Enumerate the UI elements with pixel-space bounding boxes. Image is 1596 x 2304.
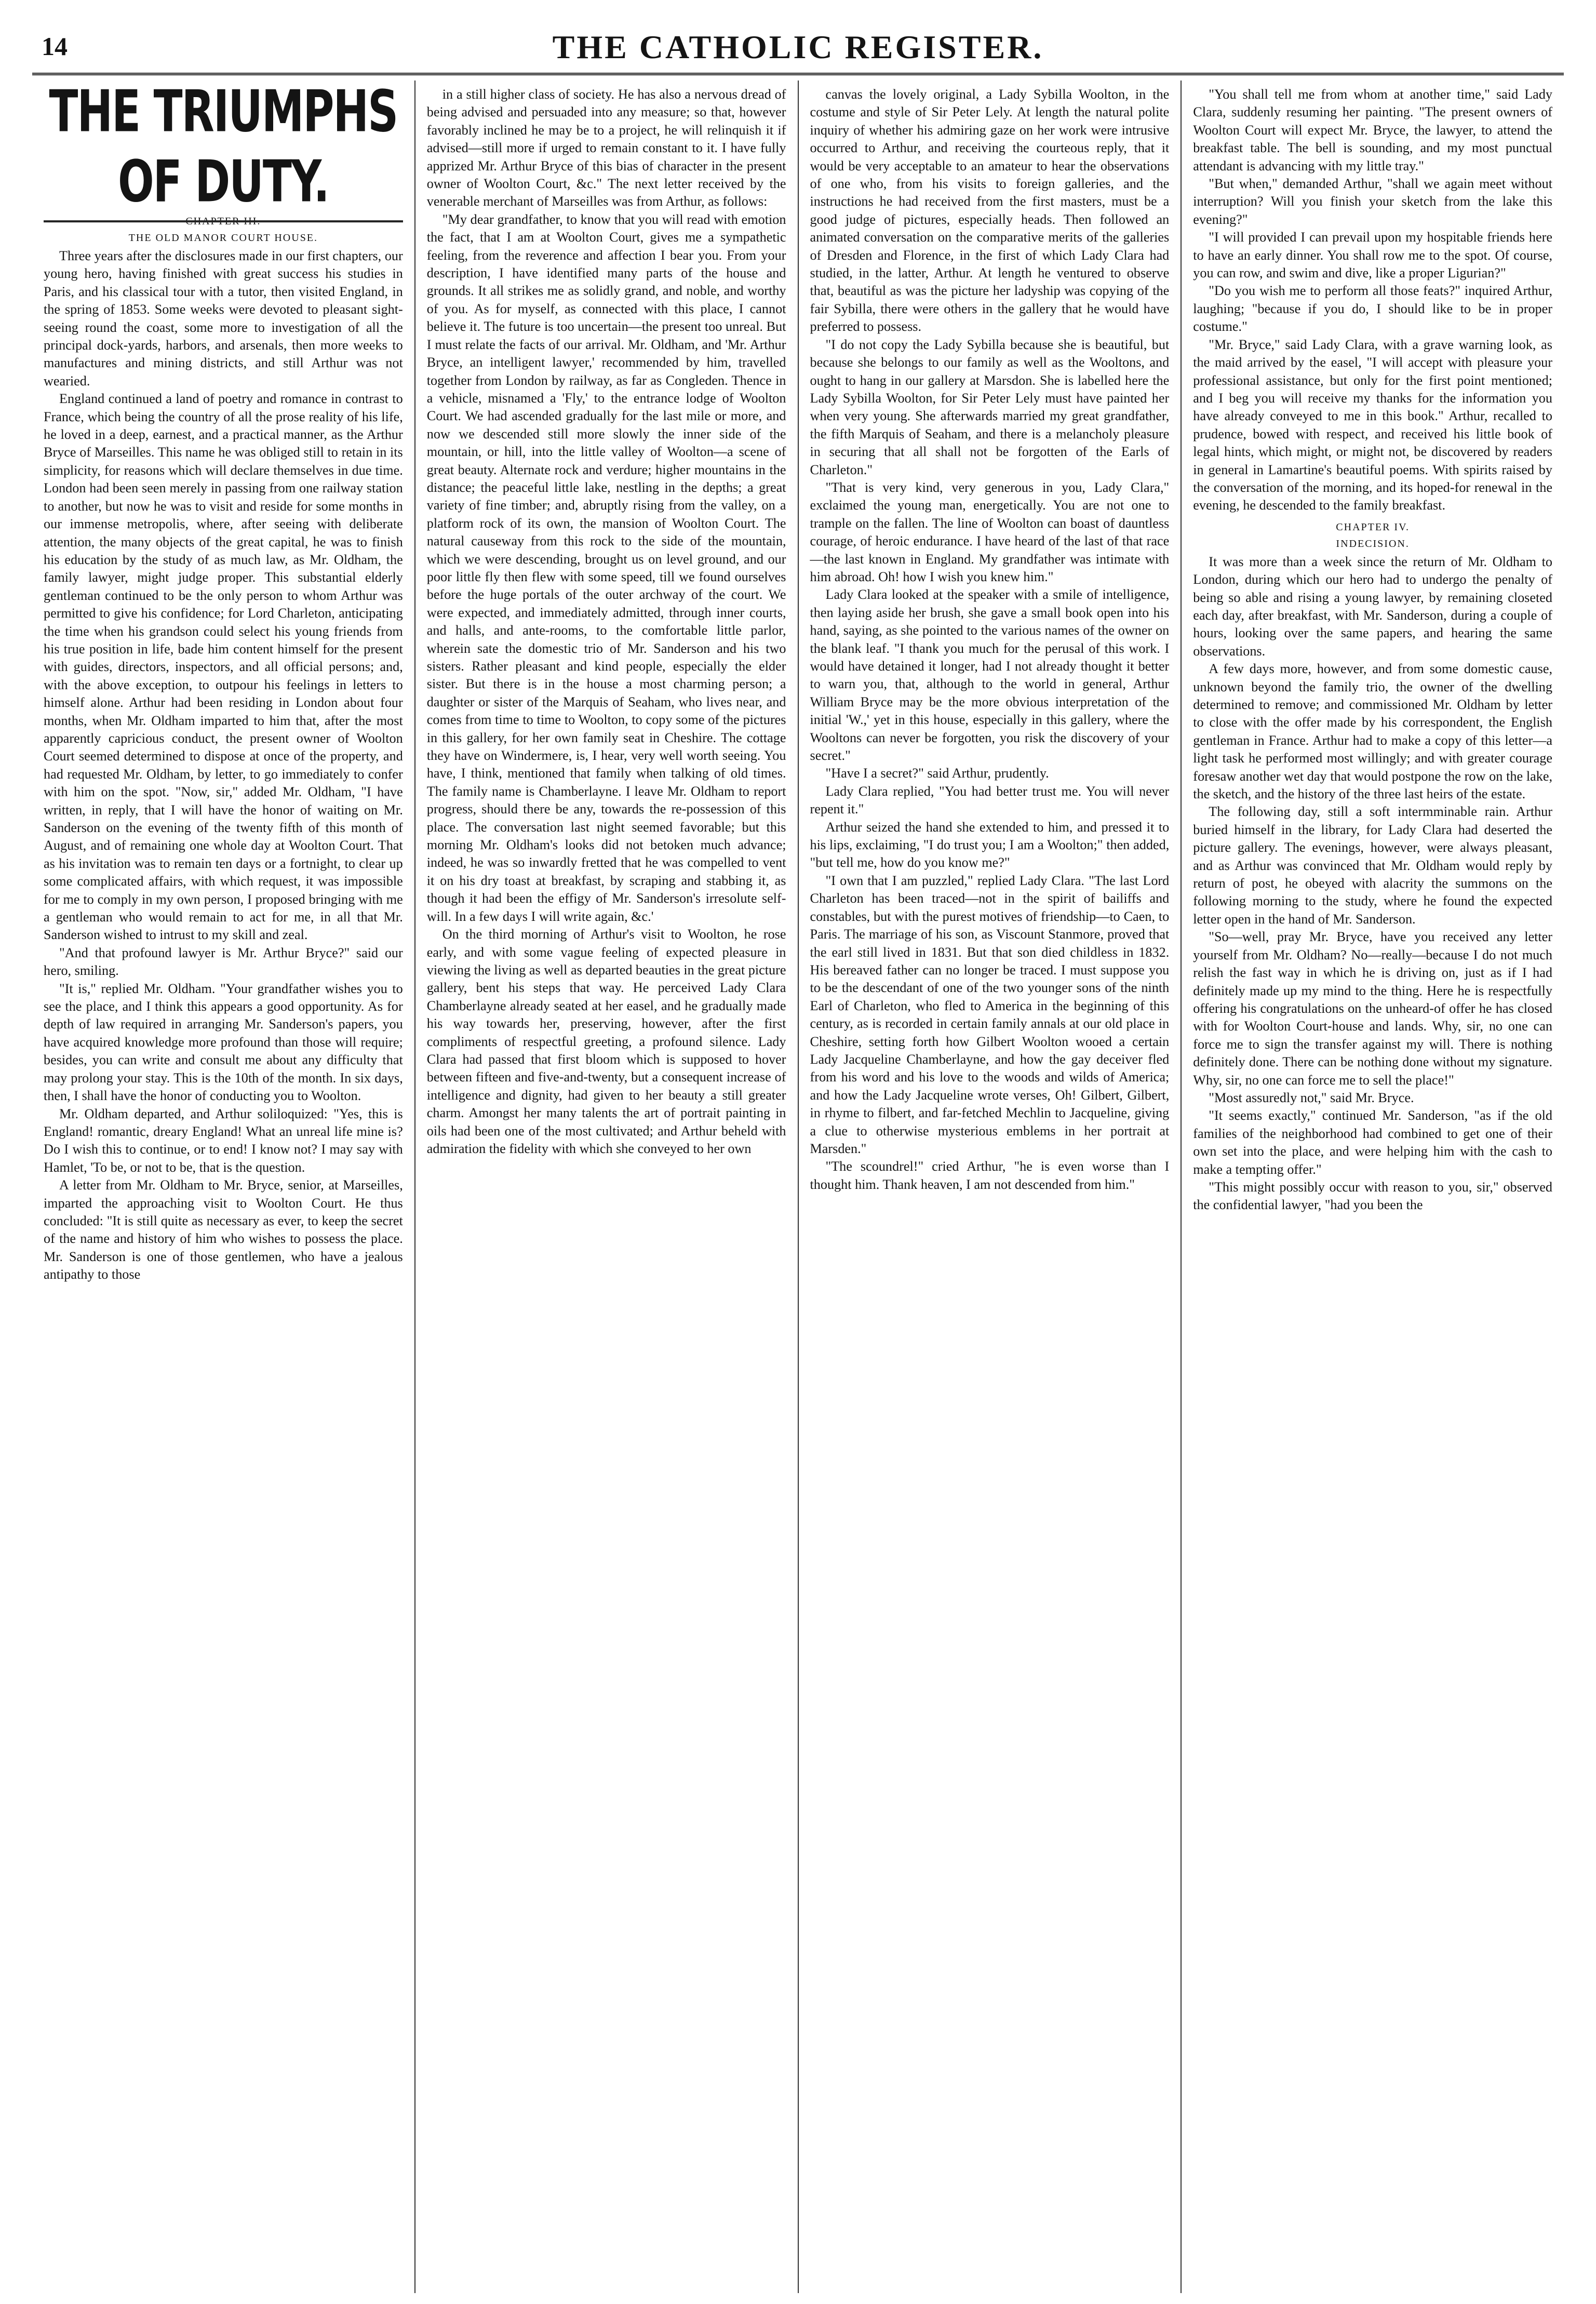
paragraph: in a still higher class of society. He has also a nervous dread of being advised and persuaded into any measure; so that, however favorably inclined he may be to a project, he will relinquish it if advised—still more if urged to remain constant to it. I have fully apprized Mr. Arthur Bryce of this bias of character in the present owner of Woolton Court, &c." The next letter received by the venerable merchant of Marseilles was from Arthur, as follows: <box>426 87 786 209</box>
paragraph: "That is very kind, very generous in you, Lady Clara," exclaimed the young man, energetically. You are not one to trample on the fallen. The line of Woolton can boast of dauntless courage, of heroic endurance. I have heard of the last of that race—the last known in England. My grandfather was intimate with him abroad. Oh! how I wish you knew him." <box>810 479 1170 584</box>
chapter-4-heading: CHAPTER IV. <box>1336 521 1410 533</box>
chapter-3-heading: CHAPTER III. <box>185 216 261 227</box>
paragraph: Three years after the disclosures made in our first chapters, our young hero, having finished with great success his studies in Paris, and his classical tour with a tutor, then visited England, in the spring of 1853. Some weeks were devoted to pleasant sight-seeing round the coast, some more to investigation of all the principal dock-yards, harbors, and arsenals, then more weeks to manufactures and mining districts, and still Arthur was not wearied. <box>44 248 403 389</box>
paragraph: canvas the lovely original, a Lady Sybilla Woolton, in the costume and style of Sir Peter Lely. At length the natural polite inquiry of whether his admiring gaze on her work were intrusive occurred to Arthur, and receiving the courteous reply, that it would be very acceptable to an amateur to hear the observations of one who, from his visits to foreign galleries, and the instructions he had received from the first masters, must be a good judge of pictures, especially heads. Then followed an animated conversation on the comparative merits of the galleries of Dresden and Florence, in the first of which Lady Clara had studied, in the latter, Arthur. At length he ventured to observe that, beautiful as was the picture her ladyship was copying of the fair Sybilla, there were others in the gallery that he would have preferred to possess. <box>810 87 1170 334</box>
paragraph: "I own that I am puzzled," replied Lady Clara. "The last Lord Charleton has been traced—not in the spirit of bailiffs and constables, but with the purest motives of friendship—to Caen, to Paris. The marriage of his son, as Viscount Stanmore, proved that the earl still lived in 1831. But that son died childless in 1832. His bereaved father can no longer be traced. I must suppose you to be the descendant of one of the two younger sons of the ninth Earl of Charleton, who fled to America in the beginning of this century, as is recorded in certain family annals at our old place in Cheshire, setting forth how Gilbert Woolton wooed a certain Lady Jacqueline Chamberlayne, and how the gay deceiver fled from his word and his love to the woods and wilds of America; and how the Lady Jacqueline wrote verses, Oh! Gilbert, Gilbert, in rhyme to filbert, and far-fetched Mechlin to Jacqueline, giving a clue to otherwise mysterious emblems in her portrait at Marsden." <box>810 873 1170 1156</box>
paragraph: England continued a land of poetry and romance in contrast to France, which being the country of all the prose reality of his life, he loved in a deep, earnest, and a practical manner, as the Arthur Bryce of Marseilles. This name he was obliged still to retain in its simplicity, for reasons which will declare themselves in due time. London had been seen merely in passing from one railway station to another, but now he was to visit and reside for some months in our immense metropolis, where, after seeing with deliberate attention, the many objects of the great capital, he was to finish his education by the study of as much law, as Mr. Oldham, the family lawyer, might judge proper. This substantial elderly gentleman continued to be the only person to whom Arthur was permitted to give his confidence; for Lord Charleton, anticipating the time when his grandson could select his young friends from his true position in life, bade him content himself for the present with guides, directors, inspectors, and all official persons; and, with the above exception, to outpour his feelings in letters to himself alone. Arthur had been residing in London about four months, when Mr. Oldham imparted to him that, after the most apparently capricious conduct, the present owner of Woolton Court seemed determined to dispose at once of the property, and had requested Mr. Oldham, by letter, to go immediately to confer with him on the spot. "Now, sir," added Mr. Oldham, "I have written, in reply, that I will have the honor of waiting on Mr. Sanderson on the evening of the twenty fifth of this month of August, and of remaining one whole day at Woolton Court. That as his invitation was to remain ten days or a fortnight, to clear up some complicated affairs, with which request, it was impossible for me to comply in my own person, I proposed bringing with me a gentleman who would remain to act for me, in all that Mr. Sanderson wished to intrust to my skill and zeal. <box>44 391 403 943</box>
paragraph: "I will provided I can prevail upon my hospitable friends here to have an early dinner. You shall row me to the spot. Of course, you can row, and swim and dive, like a proper Ligurian?" <box>1193 230 1552 281</box>
masthead <box>32 21 1564 75</box>
story-title: THE TRIUMPHS OF DUTY. <box>44 81 403 222</box>
paragraph: Lady Clara looked at the speaker with a smile of intelligence, then laying aside her brush, she gave a small book open into his hand, saying, as she pointed to the various names of the owner on the blank leaf. "I thank you much for the perusal of this work. I would have detained it longer, had I not already thought it better to warn you, that, although to the world in general, Arthur William Bryce may be the more obvious interpretation of the initial 'W.,' yet in this house, especially in this gallery, where the Wooltons can never be forgotten, you risk the discovery of your secret." <box>810 587 1170 763</box>
chapter-4-subtitle: INDECISION. <box>1336 538 1410 550</box>
paragraph: "But when," demanded Arthur, "shall we again meet without interruption? Will you finish your sketch from the lake this evening?" <box>1193 176 1552 227</box>
chapter-3-subtitle: THE OLD MANOR COURT HOUSE. <box>128 232 318 244</box>
paragraph: "Mr. Bryce," said Lady Clara, with a grave warning look, as the maid arrived by the easel, "I will accept with pleasure your professional assistance, but only for the first point mentioned; and I beg you will receive my thanks for the information you have already conveyed to me in this book." Arthur, recalled to prudence, bowed with respect, and received his little book of legal hints, which might, or might not, be discovered by readers in general in Lamartine's beautiful poems. With spirits raised by the conversation of the morning, and its hoped-for renewal in the evening, he descended to the family breakfast. <box>1193 337 1552 513</box>
paragraph: A few days more, however, and from some domestic cause, unknown beyond the family trio, the owner of the dwelling determined to remove; and commissioned Mr. Oldham by letter to close with the offer made by his correspondent, the English gentleman in France. Arthur had to make a copy of this letter—a light task he performed most willingly; and with greater courage foresaw another wet day that would postpone the row on the lake, the sketch, and the history of the three last heirs of the estate. <box>1193 661 1552 802</box>
paragraph: Lady Clara replied, "You had better trust me. You will never repent it." <box>810 783 1170 817</box>
paragraph: "It seems exactly," continued Mr. Sanderson, "as if the old families of the neighborhood had combined to get one of their own set into the place, and were helping him with the cash to make a tempting offer." <box>1193 1108 1552 1177</box>
paragraph: "So—well, pray Mr. Bryce, have you received any letter yourself from Mr. Oldham? No—really—because I do not much relish the fast way in which he is driving on, just as if I had definitely made up my mind to the thing. Here he is respectfully offering his congratulations on the unheard-of offer he has closed with for Woolton Court-house and lands. Why, sir, no one can force me to sign the transfer against my will. There is nothing definitely done. There can be nothing done without my signature. Why, sir, no one can force me to sell the place!" <box>1193 929 1552 1088</box>
paragraph: "Have I a secret?" said Arthur, prudently. <box>825 766 1049 781</box>
column-3 <box>799 81 1182 2293</box>
page-number: 14 <box>42 32 68 61</box>
article-columns <box>32 81 1564 2293</box>
newspaper-title: THE CATHOLIC REGISTER. <box>552 29 1044 65</box>
paragraph: "And that profound lawyer is Mr. Arthur Bryce?" said our hero, smiling. <box>44 945 403 979</box>
paragraph: "This might possibly occur with reason to you, sir," observed the confidential lawyer, "had you been the <box>1193 1179 1552 1213</box>
paragraph: On the third morning of Arthur's visit to Woolton, he rose early, and with some vague feeling of expected pleasure in viewing the living as well as departed beauties in the great picture gallery, bent his steps that way. He perceived Lady Clara Chamberlayne already seated at her easel, and he gradually made his way towards her, preserving, however, after the first compliments of respectful greeting, a profound silence. Lady Clara had passed that first bloom which is supposed to hover between fifteen and five-and-twenty, but a consequent increase of intelligence and dignity, had given to her beauty a still greater charm. Amongst her many talents the art of portrait painting in oils had been one of the most cultivated; and Arthur beheld with admiration the fidelity with which she conveyed to her own <box>426 927 786 1156</box>
paragraph: "Most assuredly not," said Mr. Bryce. <box>1209 1090 1414 1105</box>
paragraph: "Do you wish me to perform all those feats?" inquired Arthur, laughing; "because if you do, I should like to be in proper costume." <box>1193 283 1552 334</box>
column-4 <box>1182 81 1564 2293</box>
paragraph: "The scoundrel!" cried Arthur, "he is even worse than I thought him. Thank heaven, I am not descended from him." <box>810 1159 1170 1192</box>
paragraph: "My dear grandfather, to know that you will read with emotion the fact, that I am at Woolton Court, gives me a sympathetic feeling, from the reverence and affection I bear you. From your description, I have identified many parts of the house and grounds. It all strikes me as solidly grand, and noble, and worthy of you. As for myself, as connected with this place, I cannot believe it. The future is too uncertain—the present too unreal. But I must relate the facts of our arrival. Mr. Oldham, and 'Mr. Arthur Bryce, an intelligent lawyer,' recommended by him, travelled together from London by railway, as far as Congleden. Thence in a vehicle, misnamed a 'Fly,' to the entrance lodge of Woolton Court. We had ascended gradually for the last mile or more, and now we descended still more slowly the inner side of the mountain, or hill, into the little valley of Woolton—a scene of great beauty. Alternate rock and verdure; higher mountains in the distance; the peaceful little lake, nestling in the depths; a great variety of fine timber; and, abruptly rising from the valley, on a platform rock of its own, the mansion of Woolton Court. The natural causeway from this rock to the side of the mountain, which we were descending, brought us on level ground, and our poor little fly then flew with some speed, till we found ourselves before the huge portals of the outer archway of the court. We were expected, and immediately admitted, through inner courts, and halls, and ante-rooms, to the comfortable little parlor, wherein sate the domestic trio of Mr. Sanderson and his two sisters. Rather pleasant and kind people, especially the elder sister. But there is in the house a most charming person; a daughter or sister of the Marquis of Seaham, who lives near, and comes from time to time to Woolton, to copy some of the pictures in this gallery, for her own family seat in Cheshire. The cottage they have on Windermere, is, I hear, very well worth seeing. You have, I think, mentioned that family when talking of old times. The family name is Chamberlayne. I leave Mr. Oldham to report progress, should there be any, towards the re-possession of this place. The conversation last night seemed favorable; but this morning Mr. Oldham's looks did not betoken much advance; indeed, he was so inwardly fretted that he was compelled to vent it on his dry toast at breakfast, by scraping and stabbing it, as though it had been the effigy of Mr. Sanderson's irresolute self-will. In a few days I will write again, &c.' <box>426 211 786 924</box>
paragraph: The following day, still a soft intermminable rain. Arthur buried himself in the library, for Lady Clara had deserted the picture gallery. The evenings, however, were always pleasant, and as Arthur was convinced that Mr. Oldham would reply by return of post, he obeyed with alacrity the summons on the following morning to the study, where he found the expected letter open in the hand of Mr. Sanderson. <box>1193 804 1552 927</box>
paragraph: Mr. Oldham departed, and Arthur soliloquized: "Yes, this is England! romantic, dreary England! What an unreal life mine is? Do I wish this to continue, or to end! I know not? I may say with Hamlet, 'To be, or not to be, that is the question. <box>44 1106 403 1175</box>
column-1 <box>32 81 415 2293</box>
paragraph: Arthur seized the hand she extended to him, and pressed it to his lips, exclaiming, "I do trust you; I am a Woolton;" then added, "but tell me, how do you know me?" <box>810 819 1170 870</box>
paragraph: A letter from Mr. Oldham to Mr. Bryce, senior, at Marseilles, imparted the approaching visit to Woolton Court. He thus concluded: "It is still quite as necessary as ever, to keep the secret of the name and history of him who wishes to possess the place. Mr. Sanderson is one of those gentlemen, who have a jealous antipathy to those <box>44 1177 403 1282</box>
paragraph: "You shall tell me from whom at another time," said Lady Clara, suddenly resuming her painting. "The present owners of Woolton Court will expect Mr. Bryce, the lawyer, to attend the breakfast table. The bell is sounding, and my most punctual attendant is advancing with my little tray." <box>1193 87 1552 173</box>
paragraph: It was more than a week since the return of Mr. Oldham to London, during which our hero had to undergo the penalty of being so able and rising a young lawyer, by remaining closeted each day, after breakfast, with Mr. Sanderson, during a couple of hours, looking over the same papers, and hearing the same observations. <box>1193 554 1552 659</box>
column-2 <box>415 81 799 2293</box>
paragraph: "It is," replied Mr. Oldham. "Your grandfather wishes you to see the place, and I think this appears a good opportunity. As for depth of law required in arranging Mr. Sanderson's papers, you have acquired knowledge more profound than those will require; besides, you can write and consult me about any difficulty that may prolong your stay. This is the 10th of the month. In six days, then, I shall have the honor of conducting you to Woolton. <box>44 981 403 1104</box>
paragraph: "I do not copy the Lady Sybilla because she is beautiful, but because she belongs to our family as well as the Wooltons, and ought to hang in our gallery at Marsdon. She is labelled here the Lady Sybilla Woolton, for Sir Peter Lely must have painted her when very young. She afterwards married my great grandfather, the fifth Marquis of Seaham, and there is a melancholy pleasure in securing that all shall not be forgotten of the Earls of Charleton." <box>810 337 1170 477</box>
